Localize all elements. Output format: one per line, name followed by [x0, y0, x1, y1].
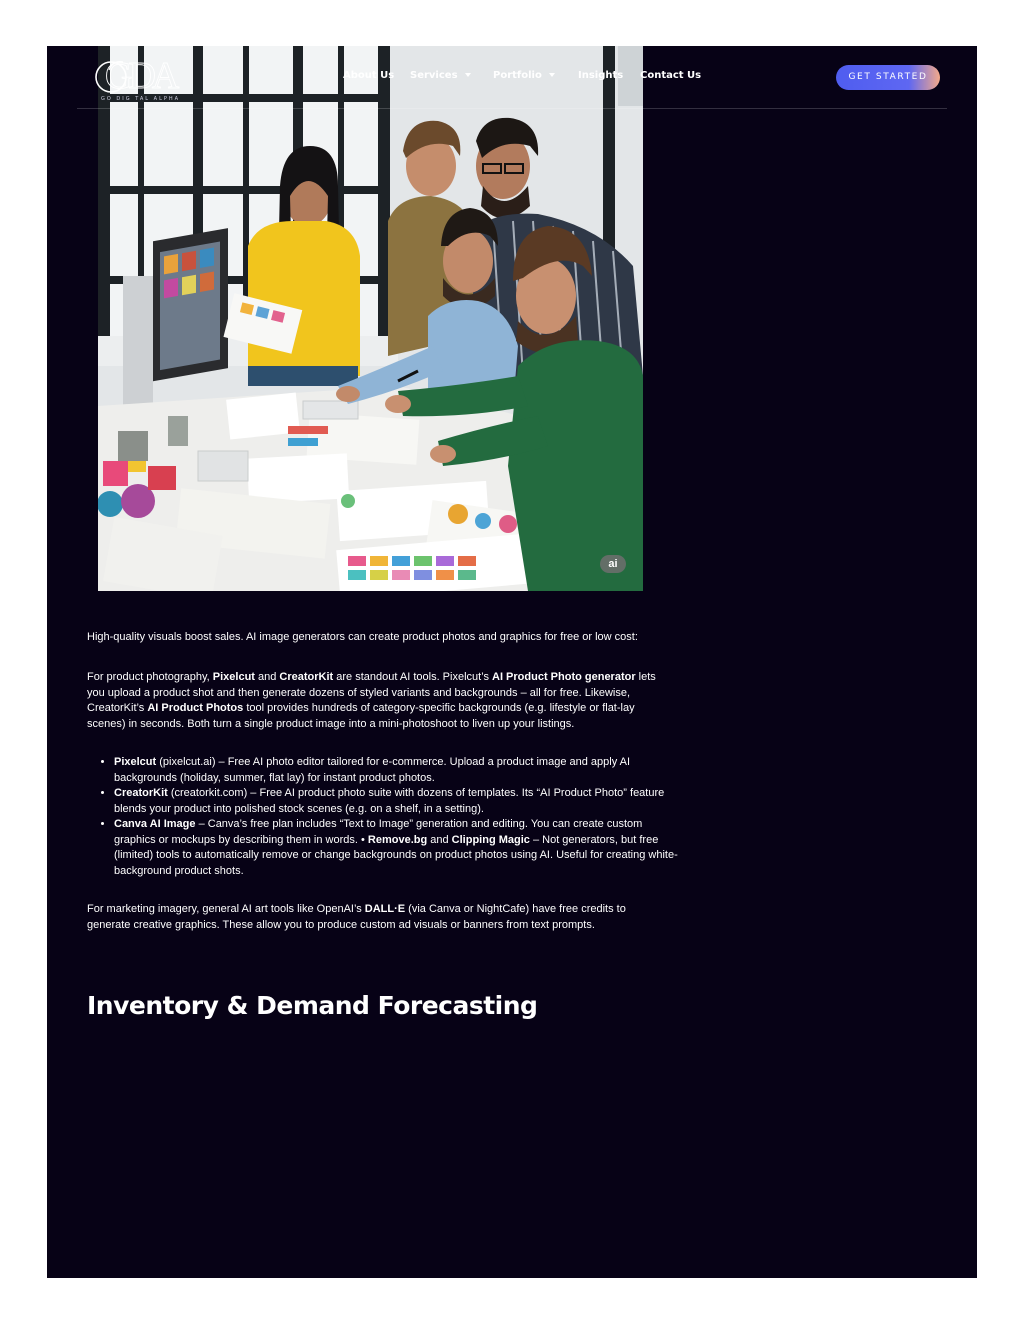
- product-photo-paragraph: [87, 670, 657, 732]
- text: and: [427, 833, 452, 846]
- marketing-paragraph: [87, 902, 657, 933]
- nav-services-label: Services: [410, 70, 458, 81]
- header-divider: [77, 108, 947, 109]
- bold-ai-product-photo-generator: AI Product Photo generator: [492, 671, 636, 683]
- text: – Not generators, but free (limited) tools to automatically remove or change backgrounds on product photos using AI. Useful for creating white-background product shots.: [114, 833, 678, 877]
- list-item: [114, 755, 684, 786]
- nav-portfolio-label: Portfolio: [493, 70, 542, 81]
- bold-canva-ai-image: Canva AI Image: [114, 818, 196, 830]
- nav-insights[interactable]: Insights: [578, 70, 624, 81]
- ai-badge: ai: [600, 555, 626, 573]
- get-started-button[interactable]: GET STARTED: [836, 65, 940, 90]
- text: lets you upload a product shot and then generate dozens of styled variants and backgrounds – all for free. Likewise, CreatorKit’s: [87, 671, 656, 714]
- text: (via Canva or NightCafe) have free credits to generate creative graphics. These allow you to produce custom ad visuals or banners from text prompts.: [87, 903, 626, 931]
- logo-mark[interactable]: [91, 52, 191, 102]
- hero-image: [98, 46, 643, 591]
- intro-paragraph: High-quality visuals boost sales. AI image generators can create product photos and graphics for free or low cost:: [87, 631, 638, 643]
- text: For product photography,: [87, 671, 213, 683]
- text: (pixelcut.ai) – Free AI photo editor tailored for e-commerce. Upload a product image and apply AI backgrounds (holiday, summer, flat lay) for instant product photos.: [114, 756, 631, 784]
- bold-dall-e: DALL·E: [364, 903, 406, 915]
- text: tool provides hundreds of category-specific backgrounds (e.g. lifestyle or flat-lay scenes) in seconds. Both turn a single product image into a mini-photoshoot to liven up your listings.: [87, 702, 635, 730]
- text: are standout AI tools. Pixelcut’s: [333, 671, 492, 683]
- chevron-down-icon: [465, 73, 471, 77]
- bold-remove-bg: Remove.bg: [367, 833, 428, 846]
- logo-letters: GDA: [105, 55, 176, 97]
- tools-list: [87, 755, 684, 879]
- logo-tagline: GO DIG TAL ALPHA: [101, 96, 181, 102]
- text: – Canva’s free plan includes “Text to Image” generation and editing. You can create custom graphics or mockups by describing them in words. •: [114, 818, 643, 846]
- hero-photo: [98, 46, 643, 591]
- bold-creatorkit: CreatorKit: [279, 671, 334, 683]
- list-item: [114, 817, 684, 879]
- list-item: [114, 786, 684, 817]
- chevron-down-icon: [549, 73, 555, 77]
- bold-creatorkit: CreatorKit: [114, 787, 168, 799]
- section-heading: Inventory & Demand Forecasting: [87, 990, 538, 1020]
- nav-contact-us[interactable]: Contact Us: [640, 70, 702, 81]
- nav-services[interactable]: [410, 70, 471, 81]
- logo-icon: [91, 52, 191, 102]
- bold-clipping-magic: Clipping Magic: [451, 833, 530, 846]
- bold-pixelcut: Pixelcut: [212, 671, 255, 683]
- bold-ai-product-photos: AI Product Photos: [147, 702, 244, 714]
- page: [47, 46, 977, 1278]
- bold-pixelcut: Pixelcut: [114, 756, 157, 768]
- text: For marketing imagery, general AI art tools like OpenAI’s: [87, 903, 365, 915]
- text: (creatorkit.com) – Free AI product photo suite with dozens of templates. Its “AI Product Photo” feature blends your product into polished stock scenes (e.g. on a shelf, in a setting).: [114, 787, 665, 815]
- text: and: [254, 671, 280, 683]
- nav-about-us[interactable]: About Us: [343, 70, 395, 81]
- nav-portfolio[interactable]: [493, 70, 555, 81]
- site-header: [47, 46, 977, 108]
